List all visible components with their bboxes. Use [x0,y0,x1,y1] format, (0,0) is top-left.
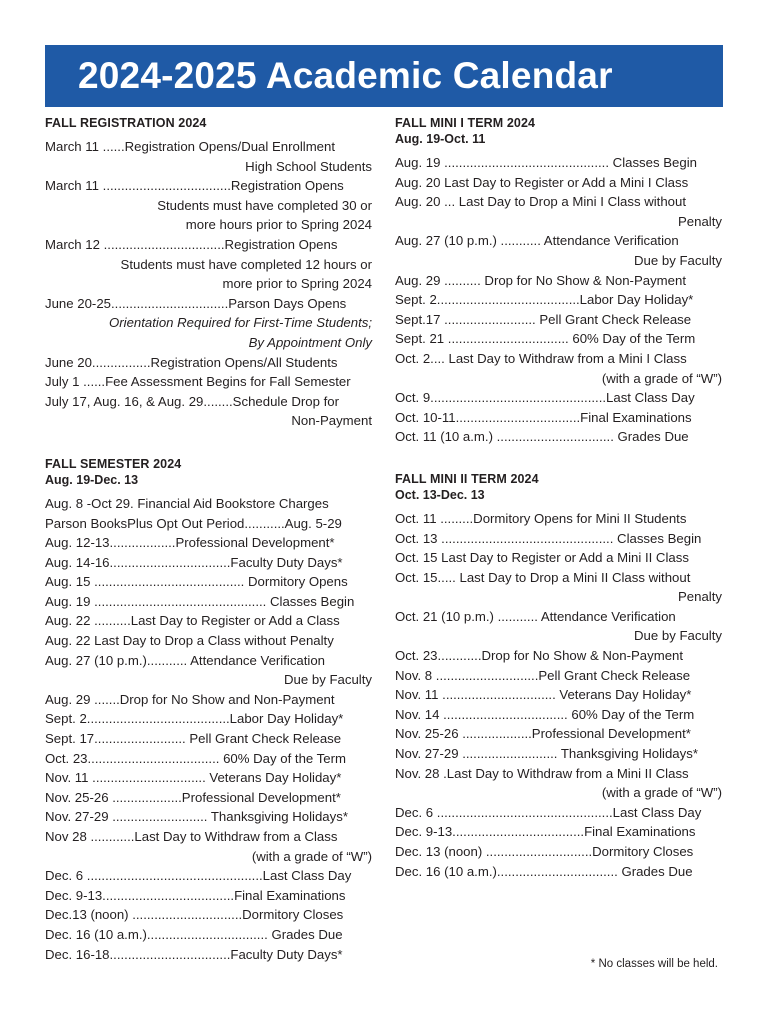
section-spacer [45,431,372,456]
section-dates: Oct. 13-Dec. 13 [395,487,485,502]
calendar-entry [395,685,722,705]
calendar-entry [395,666,722,686]
entry-text: Nov. 11 ............................... Veterans Day Holiday* [45,770,342,786]
entry-continuation: High School Students [245,158,372,174]
footnote: * No classes will be held. [590,958,718,970]
calendar-entry [45,592,372,612]
calendar-entry [45,494,372,514]
section-fall-semester [45,456,372,964]
page-title: 2024-2025 Academic Calendar [78,55,613,96]
entry-text: March 12 .................................Registration Opens [45,236,338,252]
calendar-entry [45,372,372,392]
entry-note: Orientation Required for First-Time Students; [108,315,372,331]
entry-continuation: Penalty [678,213,722,229]
entry-text: Oct. 11 (10 a.m.) ................................ Grades Due [395,429,689,445]
entry-text: Sept. 17......................... Pell Grant Check Release [45,731,342,747]
calendar-entry [45,945,372,965]
calendar-entry [45,176,372,235]
entry-text: Oct. 15 Last Day to Register or Add a Mini II Class [395,550,689,566]
title-banner [45,45,723,107]
entry-text: Aug. 19 ............................................. Classes Begin [395,155,697,170]
calendar-entry [395,607,722,646]
entry-text: March 11 ......Registration Opens/Dual Enrollment [45,139,336,154]
entry-continuation: Due by Faculty [634,252,722,268]
entry-text: Nov. 14 .................................. 60% Day of the Term [395,706,695,722]
entry-text: Sept.17 ......................... Pell Grant Check Release [395,311,692,327]
calendar-entry [395,408,722,428]
entry-text: Nov. 11 ............................... Veterans Day Holiday* [395,687,692,703]
entry-text: Oct. 11 .........Dormitory Opens for Mini II Students [395,510,687,526]
calendar-entry [395,231,722,270]
entry-text: Nov. 28 .Last Day to Withdraw from a Mini II Class [395,765,689,781]
section-fall-mini-1 [395,115,722,447]
calendar-entry [45,886,372,906]
calendar-entry [45,866,372,886]
calendar-entry [45,729,372,749]
entry-text: Dec. 16 (10 a.m.)................................. Grades Due [45,926,343,942]
entry-continuation: Non-Payment [291,413,372,429]
entry-text: Aug. 8 -Oct 29. Financial Aid Bookstore Charges [45,495,329,511]
calendar-entry [395,646,722,666]
entry-text: Sept. 2.......................................Labor Day Holiday* [45,711,344,727]
entry-list [395,509,722,881]
calendar-entry [395,427,722,447]
entry-text: Oct. 23............Drop for No Show & Non-Payment [395,648,684,664]
entry-text: Dec. 16-18.................................Faculty Duty Days* [45,946,343,962]
entry-text: Dec. 6 ................................................Last Class Day [395,804,702,820]
calendar-entry [45,709,372,729]
calendar-entry [45,807,372,827]
calendar-entry [45,925,372,945]
calendar-entry [395,822,722,842]
entry-text: Aug. 14-16.................................Faculty Duty Days* [45,554,343,570]
entry-continuation: Due by Faculty [634,628,722,644]
calendar-entry [45,749,372,769]
entry-text: Nov 28 ............Last Day to Withdraw from a Class [45,829,338,844]
calendar-entry [45,533,372,553]
entry-text: Nov. 25-26 ...................Professional Development* [45,789,341,805]
calendar-entry [395,271,722,291]
entry-text: Dec. 9-13....................................Final Examinations [395,824,696,840]
entry-list [395,153,722,447]
section-title: FALL MINI II TERM 2024 [395,471,539,486]
entry-text: Dec. 16 (10 a.m.)................................. Grades Due [395,863,693,879]
entry-continuation: Students must have completed 12 hours or [120,256,372,272]
entry-text: Oct. 13 ............................................... Classes Begin [395,530,702,546]
calendar-entry [395,529,722,549]
calendar-entry [395,842,722,862]
calendar-entry [45,788,372,808]
section-fall-mini-2 [395,471,722,881]
calendar-entry [395,290,722,310]
entry-text: Aug. 27 (10 p.m.) ........... Attendance Verification [395,233,679,249]
calendar-entry [395,388,722,408]
entry-continuation: (with a grade of “W”) [601,370,722,386]
calendar-entry [45,353,372,373]
calendar-entry [395,705,722,725]
left-column [45,115,372,964]
entry-list [45,494,372,964]
entry-text: Nov. 25-26 ...................Professional Development* [395,726,691,742]
section-title: FALL SEMESTER 2024 [45,456,182,471]
entry-text: June 20................Registration Opens/All Students [45,354,338,370]
entry-text: Aug. 27 (10 p.m.)........... Attendance Verification [45,652,326,668]
calendar-entry [45,905,372,925]
calendar-entry [45,631,372,651]
entry-text: June 20-25................................Parson Days Opens [45,295,347,311]
entry-text: Sept. 2.......................................Labor Day Holiday* [395,292,694,308]
calendar-entry [395,803,722,823]
entry-text: Aug. 22 ..........Last Day to Register or Add a Class [45,613,340,629]
entry-note: By Appointment Only [248,334,372,350]
entry-text: Dec. 9-13....................................Final Examinations [45,887,346,903]
entry-text: Aug. 20 Last Day to Register or Add a Mini I Class [395,174,689,190]
entry-continuation: (with a grade of “W”) [251,848,372,864]
section-dates: Aug. 19-Dec. 13 [45,472,139,487]
calendar-entry [45,611,372,631]
entry-continuation: Students must have completed 30 or [157,197,372,213]
entry-text: Aug. 12-13..................Professional Development* [45,535,335,551]
entry-text: Oct. 23.................................... 60% Day of the Term [45,750,346,766]
calendar-entry [395,192,722,231]
entry-text: Aug. 20 ... Last Day to Drop a Mini I Class without [395,194,686,210]
entry-text: Aug. 19 ............................................... Classes Begin [45,593,355,609]
calendar-entry [395,509,722,529]
calendar-entry [45,690,372,710]
entry-text: Dec. 6 ................................................Last Class Day [45,868,352,884]
entry-text: Oct. 9................................................Last Class Day [395,390,695,406]
section-title: FALL MINI I TERM 2024 [395,116,536,130]
calendar-entry [45,553,372,573]
entry-text: Oct. 21 (10 p.m.) ........... Attendance Verification [395,608,676,624]
entry-text: Dec. 13 (noon) .............................Dormitory Closes [395,844,694,859]
entry-text: Aug. 29 .......Drop for No Show and Non-Payment [45,691,335,707]
calendar-entry [45,514,372,534]
calendar-entry [395,568,722,607]
calendar-entry [45,651,372,690]
section-spacer [395,447,722,471]
entry-text: Sept. 21 ................................. 60% Day of the Term [395,331,696,347]
calendar-entry [395,548,722,568]
calendar-entry [45,294,372,353]
entry-text: Dec.13 (noon) ..............................Dormitory Closes [45,907,344,923]
calendar-entry [45,235,372,294]
entry-text: Oct. 10-11..................................Final Examinations [395,409,692,425]
calendar-entry [45,827,372,866]
section-dates: Aug. 19-Oct. 11 [395,132,486,146]
calendar-entry [395,349,722,388]
entry-text: July 1 ......Fee Assessment Begins for Fall Semester [45,374,351,390]
calendar-entry [45,572,372,592]
entry-text: Oct. 15..... Last Day to Drop a Mini II Class without [395,569,691,585]
entry-text: Nov. 8 ............................Pell Grant Check Release [395,667,691,683]
calendar-entry [45,392,372,431]
calendar-entry [45,768,372,788]
calendar-entry [395,724,722,744]
entry-continuation: more prior to Spring 2024 [222,276,372,292]
calendar-entry [395,862,722,882]
entry-text: March 11 ...................................Registration Opens [45,178,344,194]
entry-text: Aug. 22 Last Day to Drop a Class without Penalty [45,633,334,649]
right-column [395,115,722,881]
entry-text: Nov. 27-29 .......................... Thanksgiving Holidays* [395,746,698,762]
calendar-entry [45,137,372,176]
entry-list [45,137,372,431]
entry-continuation: Due by Faculty [284,672,372,688]
section-title: FALL REGISTRATION 2024 [45,116,207,130]
entry-continuation: Penalty [678,589,722,605]
calendar-entry [395,744,722,764]
calendar-entry [395,310,722,330]
entry-text: July 17, Aug. 16, & Aug. 29........Schedule Drop for [45,393,339,409]
entry-text: Aug. 15 ......................................... Dormitory Opens [45,574,348,590]
calendar-entry [395,329,722,349]
entry-text: Nov. 27-29 .......................... Thanksgiving Holidays* [45,809,348,825]
calendar-entry [395,173,722,193]
entry-text: Parson BooksPlus Opt Out Period...........Aug. 5-29 [45,515,342,531]
calendar-entry [395,764,722,803]
entry-continuation: more hours prior to Spring 2024 [185,217,372,233]
entry-text: Aug. 29 .......... Drop for No Show & Non-Payment [395,272,686,288]
entry-text: Oct. 2.... Last Day to Withdraw from a Mini I Class [395,350,687,366]
section-fall-registration [45,115,372,431]
calendar-entry [395,153,722,173]
entry-continuation: (with a grade of “W”) [601,785,722,801]
